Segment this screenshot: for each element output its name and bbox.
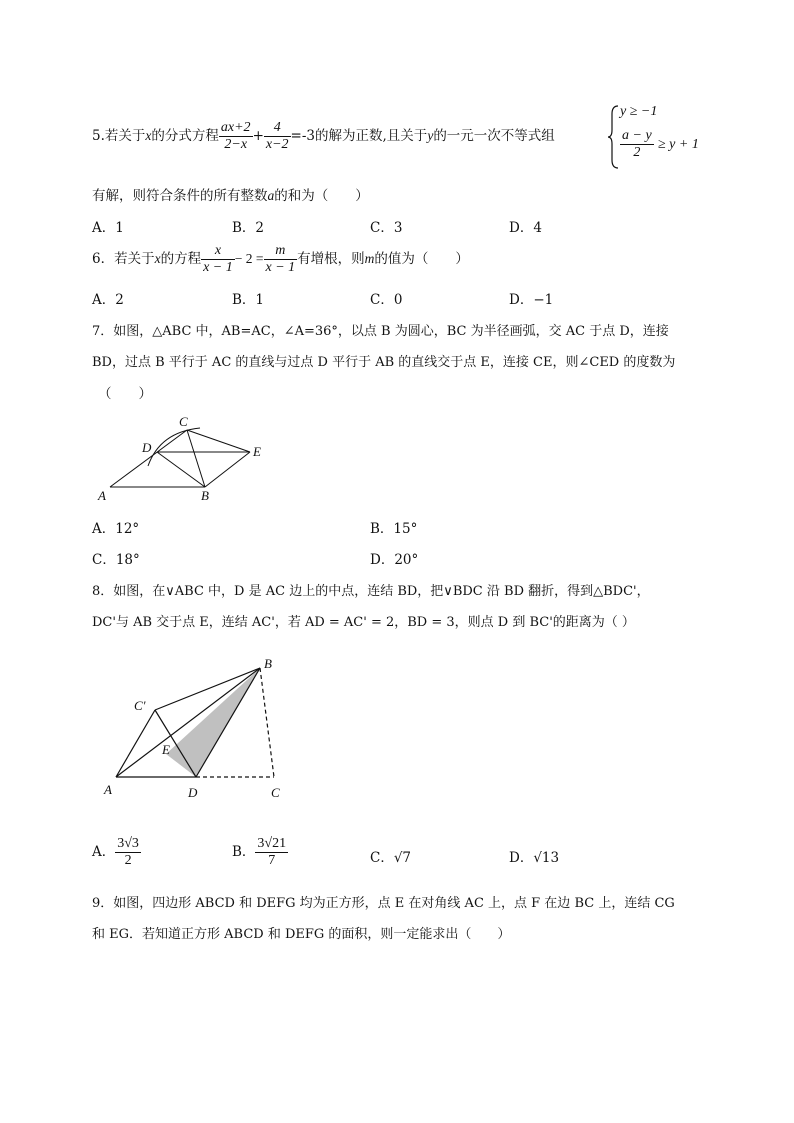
q8-option-b-frac — [255, 836, 288, 869]
q5-var-x: x — [145, 128, 152, 144]
q6-fraction-2 — [264, 243, 298, 276]
q8-option-a-num: 3√3 — [115, 836, 141, 853]
q5-ineq2-rhs: ≥ y + 1 — [657, 137, 699, 153]
q8-label-c-prime: C' — [134, 698, 146, 713]
q5-ineq2-frac — [620, 128, 654, 161]
q7-label-d: D — [142, 440, 152, 455]
q6-option-c[interactable]: C．0 — [370, 292, 403, 308]
q6-var-m: m — [364, 251, 375, 267]
q8-option-a[interactable] — [92, 836, 141, 869]
q5-line2-end: 的和为（ ） — [274, 188, 369, 204]
q8-shaded-triangle — [166, 668, 260, 777]
q7-option-b[interactable]: B．15° — [370, 521, 418, 537]
q5-ineq1: y ≥ −1 — [620, 104, 658, 119]
q5-var-a: a — [267, 188, 275, 203]
q8-option-a-frac — [115, 836, 141, 869]
q7-seg-cb — [187, 430, 205, 487]
q8-label-b: B — [264, 656, 272, 671]
q8-option-c[interactable]: C．√7 — [370, 850, 412, 866]
q5-f2-den: x−2 — [265, 137, 289, 153]
q7-line3: （ ） — [98, 386, 152, 402]
q5-eq: =-3 — [290, 128, 316, 145]
q5-prefix: 5.若关于 — [92, 128, 146, 145]
q8-option-b[interactable] — [232, 836, 288, 869]
q8-figure — [98, 652, 298, 802]
q5-line2 — [92, 184, 369, 204]
q8-line1: 8．如图，在∨ABC 中，D 是 AC 边上的中点，连结 BD，把∨BDC 沿 BD 翻折，得到△BDC'， — [92, 584, 650, 599]
q5-fraction-2 — [264, 120, 291, 153]
q5-f1-den: 2−x — [224, 137, 248, 153]
q6-line1 — [92, 243, 469, 276]
q5-option-a[interactable]: A．1 — [92, 220, 124, 236]
q8-label-a: A — [104, 782, 112, 797]
q6-option-a[interactable]: A．2 — [92, 292, 124, 308]
q8-option-b-den: 7 — [268, 853, 276, 869]
q6-option-d[interactable]: D．−1 — [509, 292, 554, 308]
q5-option-b[interactable]: B．2 — [232, 220, 265, 236]
q5-option-c[interactable]: C．3 — [370, 220, 403, 236]
q7-figure — [90, 410, 280, 505]
q8-option-a-den: 2 — [124, 853, 132, 869]
q6-prefix: 6．若关于 — [92, 251, 155, 268]
q8-label-d: D — [188, 785, 198, 800]
q6-f1-num: x — [201, 243, 235, 260]
q5-text-2: 的解为正数,且关于 — [315, 128, 428, 145]
q5-ineq2-num: a − y — [620, 128, 654, 145]
q8-label-c: C — [271, 785, 280, 800]
q7-label-a: A — [98, 488, 106, 503]
q6-text-2: 有增根，则 — [297, 251, 365, 268]
q6-end: 的值为（ ） — [374, 251, 469, 268]
q7-seg-be — [205, 452, 250, 487]
q9-line1: 9．如图，四边形 ABCD 和 DEFG 均为正方形，点 E 在对角线 AC 上，点 F 在边 BC 上，连结 CG — [92, 896, 675, 911]
q7-label-e: E — [253, 444, 261, 459]
q5-f2-num: 4 — [264, 120, 291, 137]
q5-f1-num: ax+2 — [219, 120, 253, 137]
q7-line2: BD，过点 B 平行于 AC 的直线与过点 D 平行于 AB 的直线交于点 E，连接 CE，则∠CED 的度数为 — [92, 355, 676, 370]
q8-seg-bc — [260, 668, 274, 777]
q5-plus: + — [252, 128, 264, 145]
q5-text-3: 的一元一次不等式组 — [433, 128, 555, 145]
q8-line2: DC'与 AB 交于点 E，连结 AC'，若 AD = AC' = 2，BD = 3，则点 D 到 BC'的距离为（ ） — [92, 615, 635, 630]
q8-label-e: E — [162, 742, 170, 757]
q6-f2-den: x − 1 — [265, 260, 296, 276]
q6-var-x: x — [154, 251, 161, 267]
q5-var-y: y — [427, 128, 434, 144]
q5-ineq2 — [620, 128, 699, 161]
q7-line1: 7．如图，△ABC 中，AB=AC，∠A=36°，以点 B 为圆心，BC 为半径画弧，交 AC 于点 D，连接 — [92, 324, 669, 339]
q7-seg-ac — [110, 430, 187, 487]
q7-seg-ce — [187, 430, 250, 452]
q6-f2-num: m — [264, 243, 298, 260]
q7-seg-bd — [157, 452, 205, 487]
q6-f1-den: x − 1 — [203, 260, 233, 276]
q8-option-a-label: A． — [92, 844, 116, 861]
q6-option-b[interactable]: B．1 — [232, 292, 265, 308]
q5-brace — [608, 104, 620, 170]
q6-text: 的方程 — [160, 251, 202, 268]
q5-fraction-1 — [219, 120, 253, 153]
q7-option-c[interactable]: C．18° — [92, 552, 140, 568]
q8-option-b-label: B． — [232, 844, 256, 861]
q5-ineq2-den: 2 — [633, 145, 641, 161]
q7-option-a[interactable]: A．12° — [92, 521, 140, 537]
q5-line2-text: 有解，则符合条件的所有整数 — [92, 188, 268, 204]
q8-option-d[interactable]: D．√13 — [509, 850, 560, 866]
q9-line2: 和 EG．若知道正方形 ABCD 和 DEFG 的面积，则一定能求出（ ） — [92, 927, 511, 942]
q8-option-b-num: 3√21 — [255, 836, 288, 853]
q5-text: 的分式方程 — [151, 128, 219, 145]
q7-label-b: B — [201, 488, 209, 503]
q5-option-d[interactable]: D．4 — [509, 220, 542, 236]
q6-fraction-1 — [201, 243, 235, 276]
q7-option-d[interactable]: D．20° — [370, 552, 419, 568]
q8-seg-ac-prime — [116, 710, 155, 777]
q5-line1 — [92, 120, 555, 153]
q6-minus: − 2 = — [234, 251, 264, 267]
q7-label-c: C — [179, 414, 188, 429]
